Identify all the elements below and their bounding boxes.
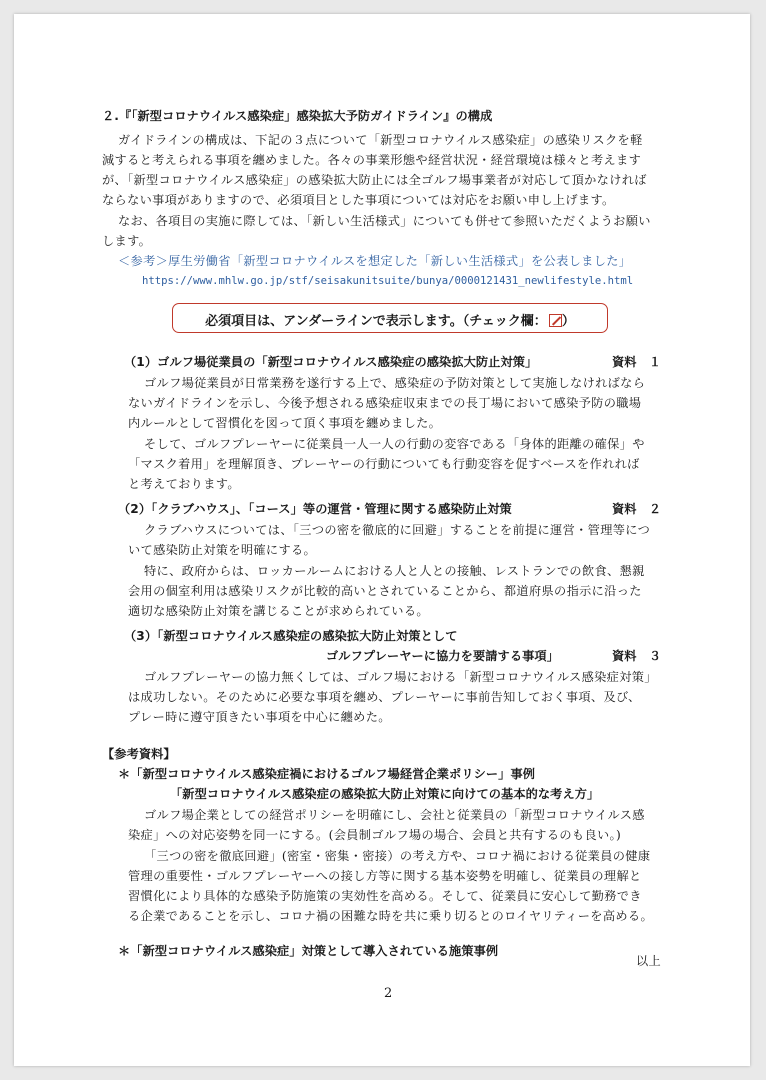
item1-line: 「マスク着用」を理解頂き、プレーヤーの行動についても行動変容を促すベースを作れれば (128, 457, 640, 471)
reference-item-2: ＊「新型コロナウイルス感染症」対策として導入されている施策事例 (118, 944, 499, 958)
reference-line: 「三つの密を徹底回避」(密室・密集・密接）の考え方や、コロナ禍における従業員の健康 (144, 849, 651, 863)
item2-title: （2）「クラブハウス」、「コース」等の運営・管理に関する感染防止対策 (118, 502, 512, 516)
item3-line: ゴルフプレーヤーの協力無くしては、ゴルフ場における「新型コロナウイルス感染症対策」 (144, 670, 657, 684)
paragraph-line: 減すると考えられる事項を纏めました。各々の事業形態や経営状況・経営環境は様々と考えます (102, 153, 642, 167)
item3-line: は成功しない。そのために必要な事項を纏め、プレーヤーに事前告知しておく事項、及び、 (128, 690, 641, 704)
item3-title-2: ゴルフプレーヤーに協力を要請する事項」 (326, 649, 559, 663)
item1-ref: 資料 １ (612, 355, 662, 369)
item3-line: プレー時に遵守頂きたい事項を中心に纏めた。 (128, 710, 391, 724)
page-number: 2 (384, 986, 393, 1001)
section-heading: ２.『「新型コロナウイルス感染症」感染拡大予防ガイドライン』の構成 (102, 109, 493, 123)
reference-item-1: ＊「新型コロナウイルス感染症禍におけるゴルフ場経営企業ポリシー」事例 (118, 767, 536, 781)
item2-line: クラブハウスについては、「三つの密を徹底的に回避」することを前提に運営・管理等につ (144, 523, 651, 537)
reference-line: 習慣化により具体的な感染予防施策の実効性を高める。そして、従業員に安心して勤務でき (128, 889, 642, 903)
document-page (14, 14, 750, 1066)
closing-text: 以上 (636, 954, 662, 968)
item1-line: と考えております。 (128, 477, 240, 491)
item1-line: ゴルフ場従業員が日常業務を遂行する上で、感染症の予防対策として実施しなければなら (144, 376, 646, 390)
reference-subtitle: 「新型コロナウイルス感染症の感染拡大防止対策に向けての基本的な考え方」 (170, 787, 600, 801)
paragraph-line: なお、各項目の実施に際しては、「新しい生活様式」についても併せて参照いただくようお願い (118, 214, 651, 228)
reference-line: る企業であることを示し、コロナ禍の困難な時を共に乗り切るとのロイヤリティーを高める。 (128, 909, 653, 923)
reference-url[interactable]: https://www.mhlw.go.jp/stf/seisakunitsuite/bunya/0000121431_newlifestyle.html (142, 275, 634, 287)
item2-line: いて感染防止対策を明確にする。 (128, 543, 317, 557)
notice-text: 必須項目は、アンダーラインで表示します。（チェック欄： (205, 314, 547, 329)
notice-text-end: ） (561, 314, 575, 329)
item2-line: 会用の個室利用は感染リスクが比較的高いとされていることから、都道府県の指示に沿った (128, 584, 642, 598)
paragraph-line: ガイドラインの構成は、下記の３点について「新型コロナウイルス感染症」の感染リスクを軽 (118, 133, 643, 147)
item1-line: そして、ゴルフプレーヤーに従業員一人一人の行動の変容である「身体的距離の確保」や (144, 437, 645, 451)
item1-title: （1）ゴルフ場従業員の「新型コロナウイルス感染症の感染拡大防止対策」 (124, 355, 538, 369)
item1-line: ないガイドラインを示し、今後予想される感染症収束までの長丁場において感染予防の職場 (128, 396, 642, 410)
item3-title-1: （3）「新型コロナウイルス感染症の感染拡大防止対策として (124, 629, 458, 643)
reference-line: ゴルフ場企業としての経営ポリシーを明確にし、会社と従業員の「新型コロナウイルス感 (144, 808, 645, 822)
check-box-icon (549, 314, 562, 327)
reference-line: 管理の重要性・ゴルフプレーヤーへの接し方等に関する基本姿勢を明確し、従業員の理解と (128, 869, 642, 883)
item2-ref: 資料 ２ (612, 502, 662, 516)
item2-line: 特に、政府からは、ロッカールームにおける人と人との接触、レストランでの飲食、懇親 (144, 564, 645, 578)
references-heading: 【参考資料】 (102, 747, 176, 761)
reference-line: 染症」への対応姿勢を同一にする。(会員制ゴルフ場の場合、会員と共有するのも良い。) (128, 828, 622, 842)
item1-line: 内ルールとして習慣化を図って頂く事項を纏めました。 (128, 416, 442, 430)
paragraph-line: が、「新型コロナウイルス感染症」の感染拡大防止には全ゴルフ場事業者が対応して頂かなければ (102, 173, 647, 187)
paragraph-line: ならない事項がありますので、必須項目とした事項については対応をお願い申し上げます。 (102, 193, 615, 207)
reference-link[interactable]: ＜参考＞厚生労働省「新型コロナウイルスを想定した「新しい生活様式」を公表しました」 (118, 254, 632, 268)
required-items-notice (172, 303, 608, 333)
item3-ref: 資料 ３ (612, 649, 662, 663)
item2-line: 適切な感染防止対策を講じることが求められている。 (128, 604, 429, 618)
paragraph-line: します。 (102, 234, 152, 248)
